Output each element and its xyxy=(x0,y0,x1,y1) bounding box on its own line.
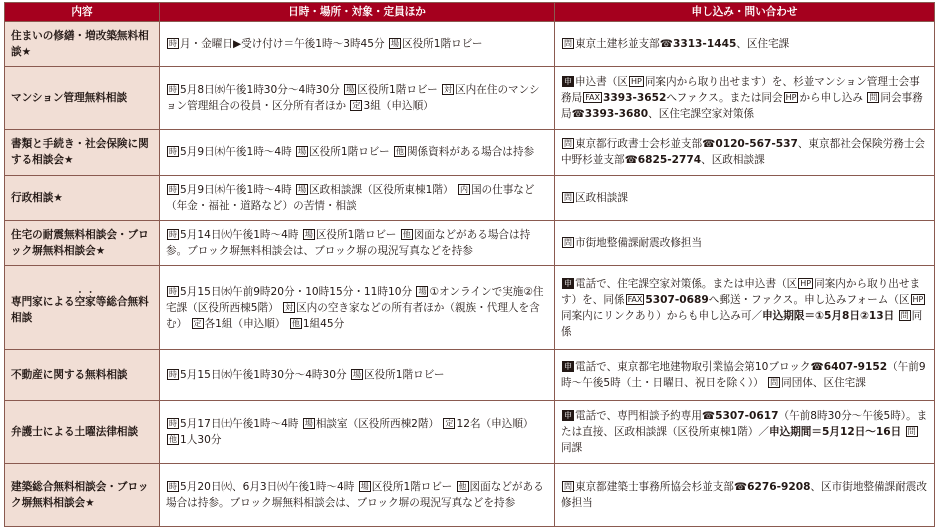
place-icon: 場 xyxy=(390,39,399,49)
hp-icon: HP xyxy=(785,93,797,103)
time-icon: 時 xyxy=(169,286,177,296)
apply-icon: 申 xyxy=(564,410,572,420)
row-contact: 問 東京土建杉並支部☎3313-1445、区住宅課 xyxy=(555,22,935,67)
phone-number: ☎6276-9208 xyxy=(733,480,811,493)
row-title: 行政相談★ xyxy=(5,175,160,220)
contact-icon: 問 xyxy=(770,378,779,388)
place-icon: 場 xyxy=(298,184,307,194)
table-row xyxy=(5,220,935,265)
place-icon: 場 xyxy=(418,286,427,296)
content-icon: 内 xyxy=(459,184,468,194)
time-icon: 時 xyxy=(169,39,177,49)
table-row xyxy=(5,350,935,401)
other-icon: 他 xyxy=(291,318,300,328)
application-period: 申込期間＝5月12日～16日 xyxy=(769,425,902,438)
table-row xyxy=(5,463,935,526)
row-title: 住まいの修繕・増改築無料相談★ xyxy=(5,22,160,67)
other-icon: 他 xyxy=(395,147,404,157)
hp-icon: HP xyxy=(800,278,812,288)
row-contact: 申 電話で、東京都宅地建物取引業協会第10ブロック☎6407-9152（午前9時～午後5時（土・日曜日、祝日を除く）） 問 同団体、区住宅課 xyxy=(555,350,935,401)
capacity-icon: 定 xyxy=(352,101,361,111)
table-row xyxy=(5,266,935,350)
place-icon: 場 xyxy=(346,85,355,95)
row-details: 時 5月9日㈭午後1時～4時 場 区政相談課（区役所東棟1階） 内 国の仕事など（年金・福祉・道路など）の苦情・相談 xyxy=(160,175,555,220)
row-contact: 問 東京都建築士事務所協会杉並支部☎6276-9208、区市街地整備課耐震改修担当 xyxy=(555,463,935,526)
place-icon: 場 xyxy=(304,230,313,240)
contact-icon: 問 xyxy=(900,310,909,320)
phone-number: ☎3393-3680 xyxy=(571,108,649,121)
phone-number: ☎6825-2774 xyxy=(624,154,702,167)
fax-number: 3393-3652 xyxy=(603,92,667,105)
time-icon: 時 xyxy=(169,370,177,380)
time-icon: 時 xyxy=(169,418,177,428)
row-details: 時 月・金曜日▶受け付け＝午後1時～3時45分 場 区役所1階ロビー xyxy=(160,22,555,67)
time-icon: 時 xyxy=(169,481,177,491)
place-icon: 場 xyxy=(304,418,313,428)
phone-number: ☎0120-567-537 xyxy=(702,138,798,151)
capacity-icon: 定 xyxy=(193,318,202,328)
row-title: 書類と手続き・社会保険に関する相談会★ xyxy=(5,130,160,175)
contact-icon: 問 xyxy=(564,238,572,248)
row-title: 住宅の耐震無料相談会・ブロック塀無料相談会★ xyxy=(5,220,160,265)
emphasis-dots: 空家 xyxy=(74,295,96,308)
contact-icon: 問 xyxy=(564,192,572,202)
table-row xyxy=(5,130,935,175)
row-contact: 問 市街地整備課耐震改修担当 xyxy=(555,220,935,265)
table-row xyxy=(5,175,935,220)
table-row xyxy=(5,400,935,463)
row-contact: 問 東京都行政書士会杉並支部☎0120-567-537、東京都社会保険労務士会中野杉並支部☎6825-2774、区政相談課 xyxy=(555,130,935,175)
row-details: 時 5月9日㈭午後1時～4時 場 区役所1階ロビー 他 関係資料がある場合は持参 xyxy=(160,130,555,175)
row-title: 不動産に関する無料相談 xyxy=(5,350,160,401)
hp-icon: HP xyxy=(630,77,642,87)
row-details: 時 5月17日㈯午後1時～4時 場 相談室（区役所西棟2階） 定 12名（申込順） 他 1人30分 xyxy=(160,400,555,463)
contact-icon: 問 xyxy=(907,426,916,436)
target-icon: 対 xyxy=(285,302,294,312)
fax-icon: FAX xyxy=(627,294,643,304)
time-icon: 時 xyxy=(169,147,177,157)
hp-icon: HP xyxy=(912,294,924,304)
row-details: 時 5月8日㈬午後1時30分～4時30分 場 区役所1階ロビー 対 区内在住のマンション管理組合の役員・区分所有者ほか 定 3組（申込順） xyxy=(160,67,555,130)
row-contact: 問 区政相談課 xyxy=(555,175,935,220)
fax-number: 5307-0689 xyxy=(645,293,709,306)
header-contact: 申し込み・問い合わせ xyxy=(555,3,935,22)
contact-icon: 問 xyxy=(564,39,572,49)
other-icon: 他 xyxy=(169,434,177,444)
other-icon: 他 xyxy=(458,481,467,491)
header-content: 内容 xyxy=(5,3,160,22)
fax-icon: FAX xyxy=(585,93,601,103)
row-details: 時 5月20日㈫、6月3日㈫午後1時～4時 場 区役所1階ロビー 他 図面などがある場合は持参。ブロック塀無料相談会は、ブロック塀の現況写真などを持参 xyxy=(160,463,555,526)
header-datetime-place: 日時・場所・対象・定員ほか xyxy=(160,3,555,22)
other-icon: 他 xyxy=(402,230,411,240)
row-title: マンション管理無料相談 xyxy=(5,67,160,130)
row-details: 時 5月15日㈬午後1時30分～4時30分 場 区役所1階ロビー xyxy=(160,350,555,401)
table-row xyxy=(5,22,935,67)
phone-number: ☎6407-9152 xyxy=(810,361,888,374)
row-title: 専門家による空家等総合無料相談 xyxy=(5,266,160,350)
apply-icon: 申 xyxy=(564,278,572,288)
deadline: 申込期限＝①5月8日②13日 xyxy=(762,309,895,322)
row-title: 弁護士による土曜法律相談 xyxy=(5,400,160,463)
time-icon: 時 xyxy=(169,85,177,95)
place-icon: 場 xyxy=(360,481,369,491)
contact-icon: 問 xyxy=(869,93,878,103)
phone-number: ☎3313-1445 xyxy=(659,38,737,51)
row-contact: 申 電話で、住宅課空家対策係。または申込書（区 HP 同案内から取り出せます）を、同係 FAX 5307-0689へ郵送・ファクス。申し込みフォーム（区 HP同案内にリンクあり）からも申し込み可／申込期限＝①5月8日②13日 問 同係 xyxy=(555,266,935,350)
place-icon: 場 xyxy=(352,370,361,380)
place-icon: 場 xyxy=(298,147,307,157)
row-details: 時 5月15日㈬午前9時20分・10時15分・11時10分 場 ①オンラインで実施②住宅課（区役所西棟5階） 対 区内の空き家などの所有者ほか（親族・代理人を含む） 定 各1組（申込順） 他 1組45分 xyxy=(160,266,555,350)
contact-icon: 問 xyxy=(564,139,572,149)
phone-number: ☎5307-0617 xyxy=(701,409,779,422)
row-details: 時 5月14日㈫午後1時～4時 場 区役所1階ロビー 他 図面などがある場合は持参。ブロック塀無料相談会は、ブロック塀の現況写真などを持参 xyxy=(160,220,555,265)
row-title: 建築総合無料相談会・ブロック塀無料相談会★ xyxy=(5,463,160,526)
row-contact: 申 申込書（区 HP 同案内から取り出せます）を、杉並マンション管理士会事務局 FAX 3393-3652へファクス。または同会 HP から申し込み 問 同会事務局☎3393-3680、区住宅課空家対策係 xyxy=(555,67,935,130)
time-icon: 時 xyxy=(169,230,177,240)
time-icon: 時 xyxy=(169,184,177,194)
apply-icon: 申 xyxy=(564,77,572,87)
target-icon: 対 xyxy=(444,85,453,95)
capacity-icon: 定 xyxy=(445,418,454,428)
contact-icon: 問 xyxy=(564,481,572,491)
header-row xyxy=(5,3,935,22)
table-row xyxy=(5,67,935,130)
apply-icon: 申 xyxy=(564,362,572,372)
row-contact: 申 電話で、専門相談予約専用☎5307-0617（午前8時30分～午後5時）。または直接、区政相談課（区役所東棟1階）／申込期間＝5月12日～16日 問同課 xyxy=(555,400,935,463)
consultation-table xyxy=(4,2,935,527)
